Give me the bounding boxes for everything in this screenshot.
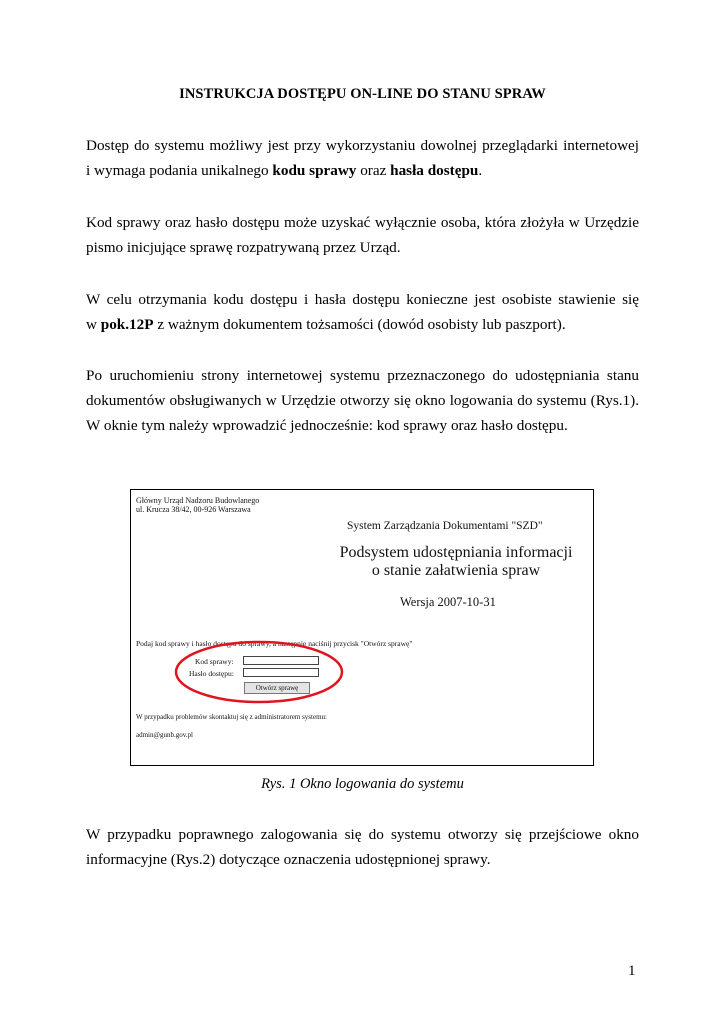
open-case-button[interactable]: Otwórz sprawę (244, 682, 310, 694)
paragraph-line: dokumentów obsługiwanych w Urzędzie otworzy się okno logowania do systemu (Rys.1). (86, 392, 639, 409)
help-contact-text: W przypadku problemów skontaktuj się z administratorem systemu: (136, 713, 327, 721)
organization-address: ul. Krucza 38/42, 00-926 Warszawa (136, 505, 251, 514)
admin-email: admin@gunb.gov.pl (136, 731, 193, 739)
paragraph-line: pismo inicjujące sprawę rozpatrywaną przez Urząd. (86, 239, 401, 256)
organization-name: Główny Urząd Nadzoru Budowlanego (136, 496, 260, 505)
paragraph-line: W celu otrzymania kodu dostępu i hasła dostępu konieczne jest osobiste stawienie się (86, 291, 639, 308)
paragraph-line: Kod sprawy oraz hasło dostępu może uzyskać wyłącznie osoba, która złożyła w Urzędzie (86, 214, 639, 231)
paragraph-who-can-obtain (86, 210, 639, 260)
password-label: Hasło dostępu: (189, 669, 234, 678)
subsystem-title-line: o stanie załatwienia spraw (371, 562, 541, 579)
paragraph-line: w pok.12P z ważnym dokumentem tożsamości (dowód osobisty lub paszport). (86, 316, 566, 333)
paragraph-personal-visit (86, 287, 639, 337)
paragraph-line: i wymaga podania unikalnego kodu sprawy oraz hasła dostępu. (86, 162, 483, 179)
paragraph-line: Po uruchomieniu strony internetowej systemu przeznaczonego do udostępniania stanu (86, 367, 639, 384)
subsystem-title-line: Podsystem udostępniania informacji (339, 544, 573, 561)
paragraph-line: informacyjne (Rys.2) dotyczące oznaczenia udostępnionej sprawy. (86, 851, 491, 868)
subsystem-title (321, 544, 591, 580)
figure-caption: Rys. 1 Okno logowania do systemu (261, 776, 464, 792)
bold-access-password: hasła dostępu (390, 162, 479, 179)
paragraph-login-window (86, 363, 639, 438)
paragraph-line: W oknie tym należy wprowadzić jednocześnie: kod sprawy oraz hasło dostępu. (86, 417, 568, 434)
paragraph-access-requirements (86, 133, 639, 183)
bold-case-code: kodu sprawy (272, 162, 357, 179)
organization-header (136, 496, 259, 514)
red-highlight-ellipse (174, 640, 344, 704)
version-label: Wersja 2007-10-31 (400, 595, 496, 609)
page-number: 1 (628, 963, 636, 979)
paragraph-line: Dostęp do systemu możliwy jest przy wykorzystaniu dowolnej przeglądarki internetowej (86, 137, 639, 154)
case-code-label: Kod sprawy: (195, 657, 234, 666)
paragraph-line: W przypadku poprawnego zalogowania się do systemu otworzy się przejściowe okno (86, 826, 639, 843)
system-name: System Zarządzania Dokumentami "SZD" (347, 520, 543, 532)
page-title: INSTRUKCJA DOSTĘPU ON-LINE DO STANU SPRAW (179, 86, 546, 102)
login-instruction: Podaj kod sprawy i hasło dostępu do sprawy, a następnie naciśnij przycisk "Otwórz sprawę" (136, 639, 413, 648)
login-screenshot-figure (130, 489, 594, 766)
paragraph-after-login (86, 822, 639, 872)
bold-room-number: pok.12P (100, 316, 154, 333)
